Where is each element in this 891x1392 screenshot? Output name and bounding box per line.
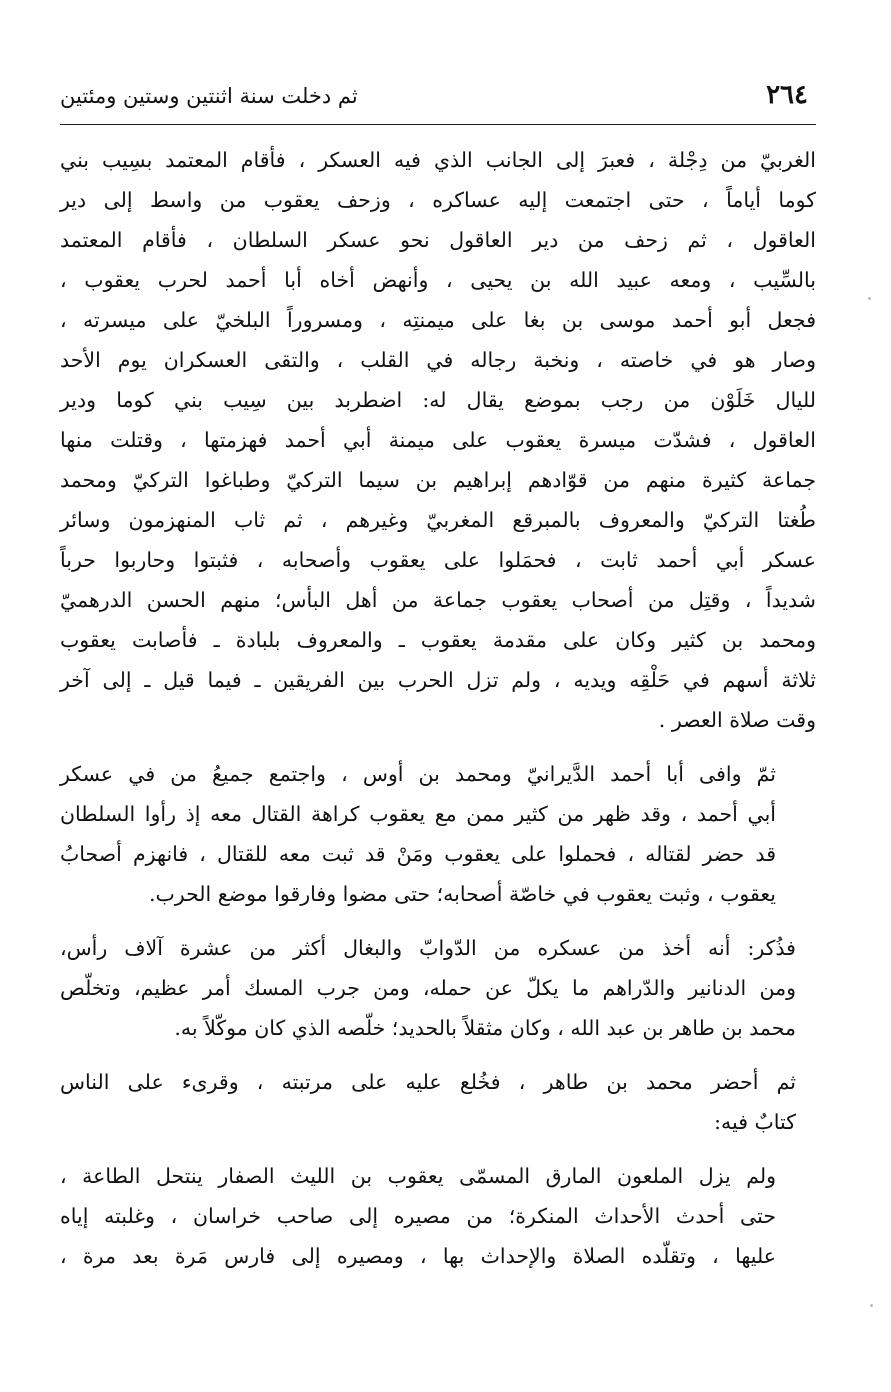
paragraph-3 bbox=[60, 928, 816, 1048]
text-line: جماعة كثيرة منهم من قوّادهم إبراهيم بن سيما التركيّ وطباغوا التركيّ ومحمد bbox=[60, 468, 816, 492]
paragraph-2 bbox=[60, 754, 816, 914]
text-line: بالسِّيب ، ومعه عبيد الله بن يحيى ، وأنهض أخاه أبا أحمد لحرب يعقوب ، bbox=[60, 268, 816, 292]
text-line: فذُكر: أنه أخذ من عسكره من الدّوابّ والبغال أكثر من عشرة آلاف رأس، bbox=[60, 936, 796, 960]
page-number: ٢٦٤ bbox=[766, 80, 808, 110]
scan-speck bbox=[870, 1304, 873, 1307]
text-line: لليال خَلَوْن من رجب بموضع يقال له: اضطربد بين سِيب بني كوما ودير bbox=[60, 388, 816, 412]
paragraph-1 bbox=[60, 140, 816, 740]
text-line: شديداً ، وقتِل من أصحاب يعقوب جماعة من أهل البأس؛ منهم الحسن الدرهميّ bbox=[60, 588, 816, 612]
text-line: فجعل أبو أحمد موسى بن بغا على ميمنتِه ، ومسروراً البلخيّ على ميسرته ، bbox=[60, 308, 816, 332]
paragraph-4 bbox=[60, 1062, 816, 1142]
text-line: حتى أحدث الأحداث المنكرة؛ من مصيره إلى صاحب خراسان ، وغلبته إياه bbox=[60, 1204, 776, 1228]
text-line: ومن الدنانير والدّراهم ما يكلّ عن حمله، ومن جرب المسك أمر عظيم، وتخلّص bbox=[60, 976, 796, 1000]
text-line: ثلاثة أسهم في حَلْقِه ويديه ، ولم تزل الحرب بين الفريقين ـ فيما قيل ـ إلى آخر bbox=[60, 668, 816, 692]
text-line: ثمّ وافى أبا أحمد الدَّيرانيّ ومحمد بن أوس ، واجتمع جميعُ من في عسكر bbox=[60, 762, 776, 786]
text-line: ومحمد بن كثير وكان على مقدمة يعقوب ـ والمعروف بلبادة ـ فأصابت يعقوب bbox=[60, 628, 816, 652]
header-rule bbox=[60, 124, 816, 125]
text-line: طُغتا التركيّ والمعروف بالمبرقع المغربيّ وغيرهم ، ثم ثاب المنهزمون وسائر bbox=[60, 508, 816, 532]
text-line: عليها ، وتقلّده الصلاة والإحداث بها ، ومصيره إلى فارس مَرة بعد مرة ، bbox=[60, 1244, 776, 1268]
text-line: الغربيّ من دِجْلة ، فعبرَ إلى الجانب الذي فيه العسكر ، فأقام المعتمد بسِيب بني bbox=[60, 148, 816, 172]
body-text bbox=[60, 140, 816, 1276]
text-line: العاقول ، ثم زحف من دير العاقول نحو عسكر السلطان ، فأقام المعتمد bbox=[60, 228, 816, 252]
text-line: قد حضر لقتاله ، فحملوا على يعقوب ومَنْ قد ثبت معه للقتال ، فانهزم أصحابُ bbox=[60, 842, 776, 866]
text-line: كتابٌ فيه: bbox=[714, 1110, 796, 1134]
scan-speck bbox=[868, 297, 871, 300]
page-header bbox=[60, 80, 816, 116]
running-title: ثم دخلت سنة اثنتين وستين ومئتين bbox=[60, 84, 358, 108]
text-line: محمد بن طاهر بن عبد الله ، وكان مثقلاً بالحديد؛ خلّصه الذي كان موكّلاً به. bbox=[174, 1016, 796, 1040]
paragraph-5 bbox=[60, 1156, 816, 1276]
text-line: كوما أياماً ، حتى اجتمعت إليه عساكره ، وزحف يعقوب من واسط إلى دير bbox=[60, 188, 816, 212]
text-line: العاقول ، فشدّت ميسرة يعقوب على ميمنة أبي أحمد فهزمتها ، وقتلت منها bbox=[60, 428, 816, 452]
text-line: وصار هو في خاصته ، ونخبة رجاله في القلب ، والتقى العسكران يوم الأحد bbox=[60, 348, 816, 372]
text-line: أبي أحمد ، وقد ظهر من كثير ممن مع يعقوب كراهة القتال معه إذ رأوا السلطان bbox=[60, 802, 776, 826]
text-line: عسكر أبي أحمد ثابت ، فحمَلوا على يعقوب وأصحابه ، فثبتوا وحاربوا حرباً bbox=[60, 548, 816, 572]
text-line: ثم أحضر محمد بن طاهر ، فخُلع عليه على مرتبته ، وقرىء على الناس bbox=[60, 1070, 796, 1094]
text-line: ولم يزل الملعون المارق المسمّى يعقوب بن الليث الصفار ينتحل الطاعة ، bbox=[60, 1164, 776, 1188]
text-line: وقت صلاة العصر . bbox=[658, 708, 816, 732]
text-line: يعقوب ، وثبت يعقوب في خاصّة أصحابه؛ حتى مضوا وفارقوا موضع الحرب. bbox=[148, 882, 776, 906]
